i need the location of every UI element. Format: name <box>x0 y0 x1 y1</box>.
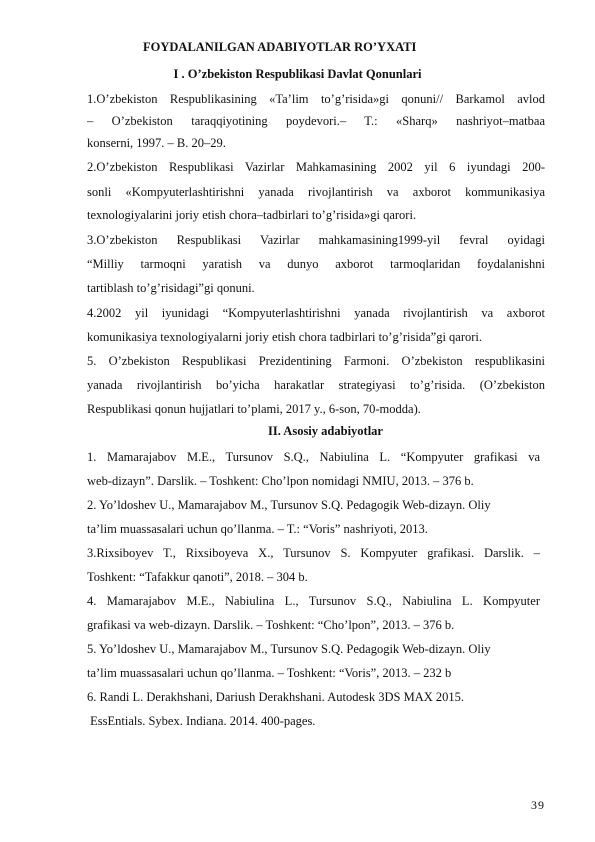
section2-line: 1. Mamarajabov M.E., Tursunov S.Q., Nabiulina L. “Kompyuter grafikasi va <box>87 450 540 464</box>
section2-line: 4. Mamarajabov M.E., Nabiulina L., Tursunov S.Q., Nabiulina L. Kompyuter <box>87 594 540 608</box>
section2-line: ta’lim muassasalari uchun qo’llanma. – Toshkent: “Voris”, 2013. – 232 b <box>87 666 452 680</box>
section1-line: 2.O’zbekiston Respublikasi Vazirlar Mahkamasining 2002 yil 6 iyundagi 200- <box>87 160 545 174</box>
page-number: 39 <box>531 798 545 812</box>
section1-line: 3.O’zbekiston Respublikasi Vazirlar mahkamasining1999-yil fevral oyidagi <box>87 233 545 247</box>
section1-line: “Milliy tarmoqni yaratish va dunyo axborot tarmoqlaridan foydalanishni <box>87 257 545 271</box>
section2-line: Toshkent: “Tafakkur qanoti”, 2018. – 304 b. <box>87 570 308 584</box>
section1-line: konserni, 1997. – B. 20–29. <box>87 136 226 150</box>
section2-line: 6. Randi L. Derakhshani, Dariush Derakhshani. Autodesk 3DS MAX 2015. <box>87 690 465 704</box>
section2-line: 2. Yo’ldoshev U., Mamarajabov M., Tursunov S.Q. Pedagogik Web-dizayn. Oliy <box>87 498 491 512</box>
section1-line: – O’zbekiston taraqqiyotining poydevori.– T.: «Sharq» nashriyot–matbaa <box>87 114 545 128</box>
section2-line: 5. Yo’ldoshev U., Mamarajabov M., Tursunov S.Q. Pedagogik Web-dizayn. Oliy <box>87 642 491 656</box>
section2-line: grafikasi va web-dizayn. Darslik. – Toshkent: “Cho’lpon”, 2013. – 376 b. <box>87 618 455 632</box>
section1-line: 4.2002 yil iyunidagi “Kompyuterlashtirishni yanada rivojlantirish va axborot <box>87 306 545 320</box>
section2-line: 3.Rixsiboyev T., Rixsiboyeva X., Tursunov S. Kompyuter grafikasi. Darslik. – <box>87 546 540 560</box>
section2-line: web-dizayn”. Darslik. – Toshkent: Cho’lpon nomidagi NMIU, 2013. – 376 b. <box>87 474 474 488</box>
section1-line: tartiblash to’g’risidagi”gi qonuni. <box>87 281 255 295</box>
section1-title: I . O’zbekiston Respublikasi Davlat Qonunlari <box>173 67 422 81</box>
section1-line: 5. O’zbekiston Respublikasi Prezidentining Farmoni. O’zbekiston respublikasini <box>87 354 545 368</box>
section2-line: ta’lim muassasalari uchun qo’llanma. – T.: “Voris” nashriyoti, 2013. <box>87 522 428 536</box>
section2-title: II. Asosiy adabiyotlar <box>268 424 383 438</box>
section2-line: EssEntials. Sybex. Indiana. 2014. 400-pages. <box>87 714 316 728</box>
section1-line: Respublikasi qonun hujjatlari to’plami, 2017 y., 6-son, 70-modda). <box>87 402 421 416</box>
section1-line: yanada rivojlantirish bo’yicha harakatlar strategiyasi to’g’risida. (O’zbekiston <box>87 378 545 392</box>
section1-line: texnologiyalarini joriy etish chora–tadbirlari to’g’risida»gi qarori. <box>87 208 417 222</box>
page-heading: FOYDALANILGAN ADABIYOTLAR RO’YXATI <box>143 40 417 54</box>
section1-line: komunikasiya texnologiyalarni joriy etish chora tadbirlari to’g’risida”gi qarori. <box>87 330 483 344</box>
section1-line: 1.O’zbekiston Respublikasining «Ta’lim to’g’risida»gi qonuni// Barkamol avlod <box>87 92 545 106</box>
section1-line: sonli «Kompyuterlashtirishni yanada rivojlantirish va axborot kommunikasiya <box>87 185 545 199</box>
